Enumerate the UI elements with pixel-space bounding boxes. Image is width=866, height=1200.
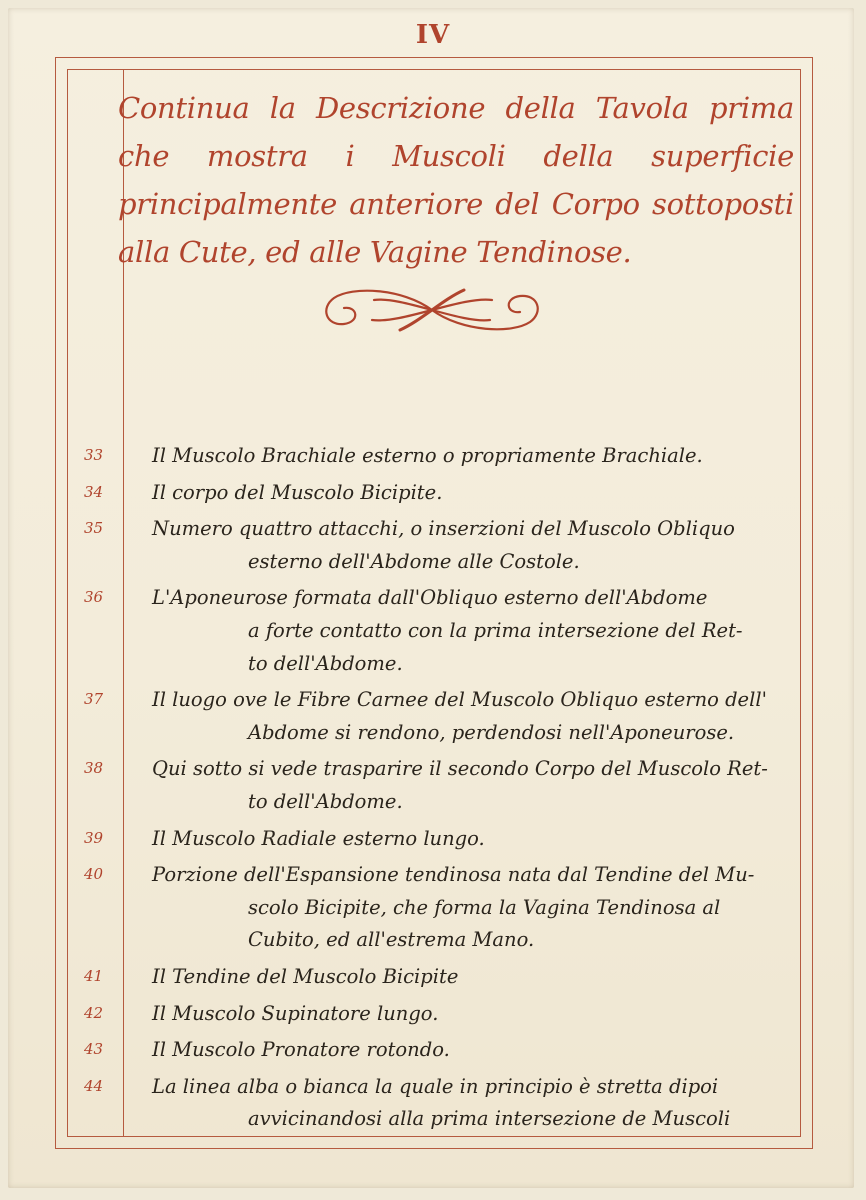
list-item bbox=[70, 582, 770, 680]
entry-line: Abdome si rendono, perdendosi nell'Aponeurose. bbox=[248, 720, 735, 744]
entry-number: 41 bbox=[84, 966, 104, 985]
entry-text bbox=[152, 998, 770, 1031]
entry-number: 36 bbox=[84, 588, 104, 607]
list-item bbox=[70, 1034, 770, 1067]
entry-line: avvicinandosi alla prima intersezione de Muscoli bbox=[248, 1107, 731, 1131]
entry-line: Il Muscolo Brachiale esterno o propriamente Brachiale. bbox=[152, 444, 703, 467]
entry-number: 34 bbox=[84, 482, 104, 501]
flourish-ornament bbox=[312, 280, 552, 340]
entry-number: 43 bbox=[84, 1040, 104, 1059]
list-item bbox=[70, 440, 770, 473]
entry-line: Il Tendine del Muscolo Bicipite bbox=[152, 964, 459, 988]
entry-number: 38 bbox=[84, 759, 104, 778]
entry-text bbox=[152, 513, 770, 578]
entry-line: Porzione dell'Espansione tendinosa nata dal Tendine del Mu- bbox=[152, 863, 755, 887]
entry-line: Il Muscolo Radiale esterno lungo. bbox=[152, 826, 485, 850]
page-number: IV bbox=[415, 20, 451, 50]
entry-text bbox=[152, 1034, 770, 1067]
entry-line: esterno dell'Abdome alle Costole. bbox=[248, 549, 580, 573]
entry-line: Cubito, ed all'estrema Mano. bbox=[248, 928, 535, 952]
entry-text bbox=[152, 684, 770, 749]
list-item bbox=[70, 513, 770, 578]
entry-number: 40 bbox=[84, 865, 104, 884]
list-item bbox=[70, 684, 770, 749]
entry-number: 35 bbox=[84, 519, 104, 538]
list-item bbox=[70, 1071, 770, 1136]
list-item bbox=[70, 961, 770, 994]
entry-number: 42 bbox=[84, 1003, 104, 1022]
entry-text bbox=[152, 477, 770, 510]
entries-list bbox=[70, 440, 770, 1140]
entry-text bbox=[152, 859, 770, 957]
entry-text bbox=[152, 582, 770, 680]
page-title: Continua la Descrizione della Tavola prima che mostra i Muscoli della superficie principalmente anteriore del Corpo sottoposti alla Cute, ed alle Vagine Tendinose. bbox=[118, 91, 794, 269]
list-item bbox=[70, 753, 770, 818]
entry-text bbox=[152, 440, 770, 473]
entry-line: a forte contatto con la prima intersezione del Ret- bbox=[248, 618, 743, 642]
entry-line: La linea alba o bianca la quale in principio è stretta dipoi bbox=[152, 1074, 719, 1098]
entry-line: L'Aponeurose formata dall'Obliquo esterno dell'Abdome bbox=[152, 586, 708, 610]
entry-number: 37 bbox=[84, 690, 104, 709]
entry-number: 33 bbox=[84, 446, 104, 464]
list-item bbox=[70, 998, 770, 1031]
entry-line: Qui sotto si vede trasparire il secondo Corpo del Muscolo Ret- bbox=[152, 757, 768, 781]
entry-line: to dell'Abdome. bbox=[248, 651, 403, 675]
entry-text bbox=[152, 753, 770, 818]
entry-line: to dell'Abdome. bbox=[248, 789, 403, 813]
entry-line: Il Muscolo Pronatore rotondo. bbox=[152, 1038, 450, 1062]
entry-number: 44 bbox=[84, 1076, 104, 1095]
entry-number: 39 bbox=[84, 828, 104, 847]
entry-line: Il luogo ove le Fibre Carnee del Muscolo Obliquo esterno dell' bbox=[152, 688, 767, 712]
list-item bbox=[70, 477, 770, 510]
entry-text bbox=[152, 823, 770, 856]
entry-line: Numero quattro attacchi, o inserzioni del Muscolo Obliquo bbox=[152, 517, 735, 541]
entry-line: Il Muscolo Supinatore lungo. bbox=[152, 1001, 439, 1025]
entry-line: scolo Bicipite, che forma la Vagina Tendinosa al bbox=[248, 895, 721, 919]
entry-text bbox=[152, 1071, 770, 1136]
entry-line: Il corpo del Muscolo Bicipite. bbox=[152, 480, 443, 504]
list-item bbox=[70, 859, 770, 957]
entry-text bbox=[152, 961, 770, 994]
list-item bbox=[70, 823, 770, 856]
